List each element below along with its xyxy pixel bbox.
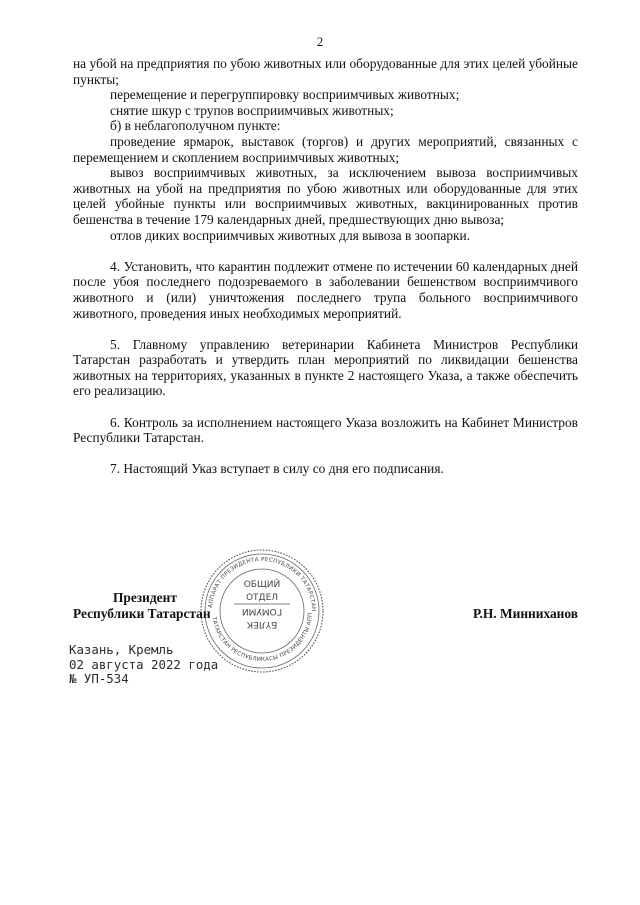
footer-number: № УП-534 bbox=[69, 671, 129, 686]
paragraph: отлов диких восприимчивых животных для вывоза в зоопарки. bbox=[110, 227, 471, 243]
paragraph-item-6: 6. Контроль за исполнением настоящего Указа возложить на Кабинет Министров Республики Татарстан. bbox=[73, 414, 578, 446]
stamp-line-4: БҮЛЕК bbox=[246, 619, 278, 629]
document-body bbox=[73, 56, 578, 477]
paragraph-item-4: 4. Установить, что карантин подлежит отмене по истечении 60 календарных дней после убоя последнего подозреваемого в заболевании бешенством восприимчивого животного и (или) уничтожения последнего трупа больного восприимчивого животного, проведения иных необходимых мероприятий. bbox=[73, 258, 578, 321]
signatory-title-line2: Республики Татарстан bbox=[73, 606, 211, 621]
footer-place: Казань, Кремль bbox=[69, 642, 174, 657]
signatory-name: Р.Н. Минниханов bbox=[473, 606, 578, 621]
paragraph-item-7: 7. Настоящий Указ вступает в силу со дня его подписания. bbox=[110, 461, 444, 477]
stamp-line-1: ОБЩИЙ bbox=[243, 580, 281, 590]
stamp-line-3: ГОМУМИ bbox=[241, 606, 283, 616]
footer-date: 02 августа 2022 года bbox=[69, 656, 219, 672]
paragraph: б) в неблагополучном пункте: bbox=[110, 118, 281, 134]
paragraph: снятие шкур с трупов восприимчивых животных; bbox=[110, 102, 394, 118]
paragraph: перемещение и перегруппировку восприимчивых животных; bbox=[110, 87, 460, 103]
stamp-line-2: ОТДЕЛ bbox=[245, 593, 279, 603]
stamp-ring-text-top: АППАРАТ ПРЕЗИДЕНТА РЕСПУБЛИКИ ТАТАРСТАН bbox=[208, 556, 317, 612]
signatory-title-line1: Президент bbox=[113, 590, 177, 605]
stamp-ring-text-bottom: ТАТАРСТАН РЕСПУБЛИКАСЫ ПРЕЗИДЕНТЫ АПП bbox=[210, 612, 315, 664]
paragraph: на убой на предприятия по убою животных или оборудованные для этих целей убойные пункты; bbox=[73, 56, 578, 87]
page-number: 2 bbox=[316, 34, 324, 49]
paragraph-item-5: 5. Главному управлению ветеринарии Кабинета Министров Республики Татарстан разработать и утвердить план мероприятий по ликвидации бешенства животных на территориях, указанных в пункте 2 настоящего Указа, а также обеспечить его реализацию. bbox=[73, 336, 578, 399]
document-footer bbox=[69, 643, 218, 687]
paragraph: вывоз восприимчивых животных, за исключением вывоза восприимчивых животных на убой на предприятия по убою животных или оборудованные для этих целей убойные пункты или восприимчивых животных, вакцинированных против бешенства в течение 179 календарных дней, предшествующих дню вывоза; bbox=[73, 165, 578, 227]
paragraph: проведение ярмарок, выставок (торгов) и других мероприятий, связанных с перемещением и скоплением восприимчивых животных; bbox=[73, 133, 578, 165]
